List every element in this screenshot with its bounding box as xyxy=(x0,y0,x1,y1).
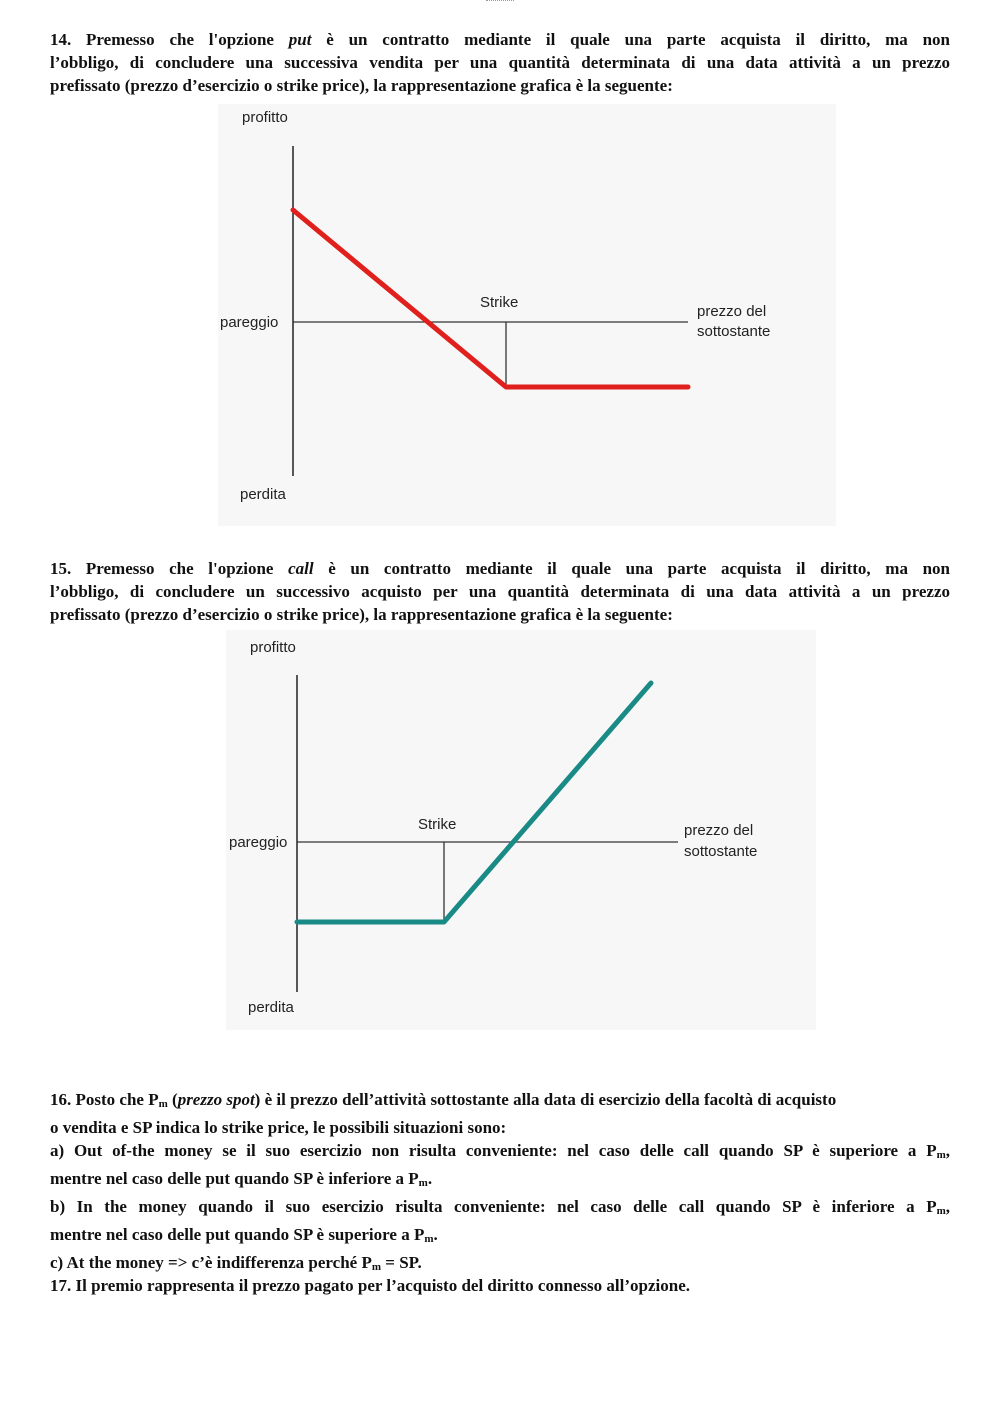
q16-b2-sub: m xyxy=(424,1233,434,1245)
q15-line-3: prefissato (prezzo d’esercizio o strike price), la rappresentazione grafica è la seguente: xyxy=(50,605,673,624)
call-xlabel-line1: prezzo del xyxy=(684,822,754,839)
q16-text-a: 16. Posto che P xyxy=(50,1090,159,1109)
q14-italic-put: put xyxy=(288,30,312,49)
q16-option-b-1 xyxy=(50,1195,950,1223)
q14-text-b: è un contratto mediante il quale una parte acquista il diritto, ma non xyxy=(311,30,950,49)
question-17 xyxy=(50,1274,950,1297)
q17-text: 17. Il premio rappresenta il prezzo pagato per l’acquisto del diritto connesso all’opzione. xyxy=(50,1276,690,1295)
put-payoff-diagram xyxy=(218,104,836,526)
question-15 xyxy=(50,557,950,626)
q16-a2-end: . xyxy=(427,1169,433,1188)
q14-number: 14. xyxy=(50,30,72,49)
q15-text-a: Premesso che l'opzione xyxy=(85,559,289,578)
q14-line-3: prefissato (prezzo d’esercizio o strike price), la rappresentazione grafica è la seguente: xyxy=(50,76,673,95)
q16-text-c: ) è il prezzo dell’attività sottostante alla data di esercizio della facoltà di acquisto xyxy=(254,1090,837,1109)
q16-italic-spot: prezzo spot xyxy=(177,1090,255,1109)
q16-a1-text: a) Out of-the money se il suo esercizio non risulta conveniente: nel caso delle call quando SP è superiore a P xyxy=(50,1141,937,1160)
q16-line-1 xyxy=(50,1088,950,1116)
page-top-mark xyxy=(486,0,514,3)
question-14 xyxy=(50,28,950,97)
q14-line-1 xyxy=(50,28,950,51)
call-ylabel-top: profitto xyxy=(250,639,296,656)
question-16 xyxy=(50,1088,950,1279)
call-breakeven-label: pareggio xyxy=(229,834,288,851)
q15-line-2: l’obbligo, di concludere un successivo acquisto per una quantità determinata di una data attività a un prezzo xyxy=(50,582,950,601)
q15-number: 15. xyxy=(50,559,72,578)
put-payoff-figure xyxy=(218,104,836,526)
q15-text-b: è un contratto mediante il quale una parte acquista il diritto, ma non xyxy=(313,559,951,578)
call-payoff-diagram xyxy=(226,630,816,1030)
q16-line-2: o vendita e SP indica lo strike price, le possibili situazioni sono: xyxy=(50,1118,507,1137)
q15-italic-call: call xyxy=(288,559,314,578)
q16-b1-text: b) In the money quando il suo esercizio risulta conveniente: nel caso delle call quando SP è inferiore a P xyxy=(50,1197,937,1216)
q14-text-a: Premesso che l'opzione xyxy=(86,30,289,49)
put-breakeven-label: pareggio xyxy=(220,314,279,331)
q16-option-a-2 xyxy=(50,1167,950,1195)
call-payoff-figure xyxy=(226,630,816,1030)
q16-a1-sub: m xyxy=(936,1149,946,1161)
call-xlabel-line2: sottostante xyxy=(684,843,758,860)
q16-text-b: ( xyxy=(167,1090,178,1109)
call-ylabel-bottom: perdita xyxy=(248,999,294,1016)
put-xlabel-line1: prezzo del xyxy=(697,303,767,320)
q15-line-1 xyxy=(50,557,950,580)
q16-a2-text: mentre nel caso delle put quando SP è inferiore a P xyxy=(50,1169,419,1188)
put-ylabel-bottom: perdita xyxy=(240,486,286,503)
q16-c-text-b: = SP. xyxy=(381,1253,422,1272)
q16-c-text-a: c) At the money => c’è indifferenza perché P xyxy=(50,1253,372,1272)
call-strike-label: Strike xyxy=(418,816,457,833)
put-strike-label: Strike xyxy=(480,294,519,311)
q16-b2-text: mentre nel caso delle put quando SP è superiore a P xyxy=(50,1225,425,1244)
q16-b2-end: . xyxy=(433,1225,438,1244)
q16-option-b-2 xyxy=(50,1223,950,1251)
q16-c-sub: m xyxy=(371,1261,382,1273)
call-payoff-line xyxy=(297,683,651,922)
q16-b1-end: , xyxy=(945,1197,950,1216)
q16-b1-sub: m xyxy=(936,1205,946,1217)
q16-option-a-1 xyxy=(50,1139,950,1167)
q16-a1-end: , xyxy=(945,1141,950,1160)
q16-a2-sub: m xyxy=(418,1177,428,1189)
put-ylabel-top: profitto xyxy=(242,109,288,126)
q16-sub-m: m xyxy=(158,1098,168,1110)
put-xlabel-line2: sottostante xyxy=(697,323,771,340)
q14-line-2: l’obbligo, di concludere una successiva vendita per una quantità determinata di una data attività a un prezzo xyxy=(50,53,950,72)
